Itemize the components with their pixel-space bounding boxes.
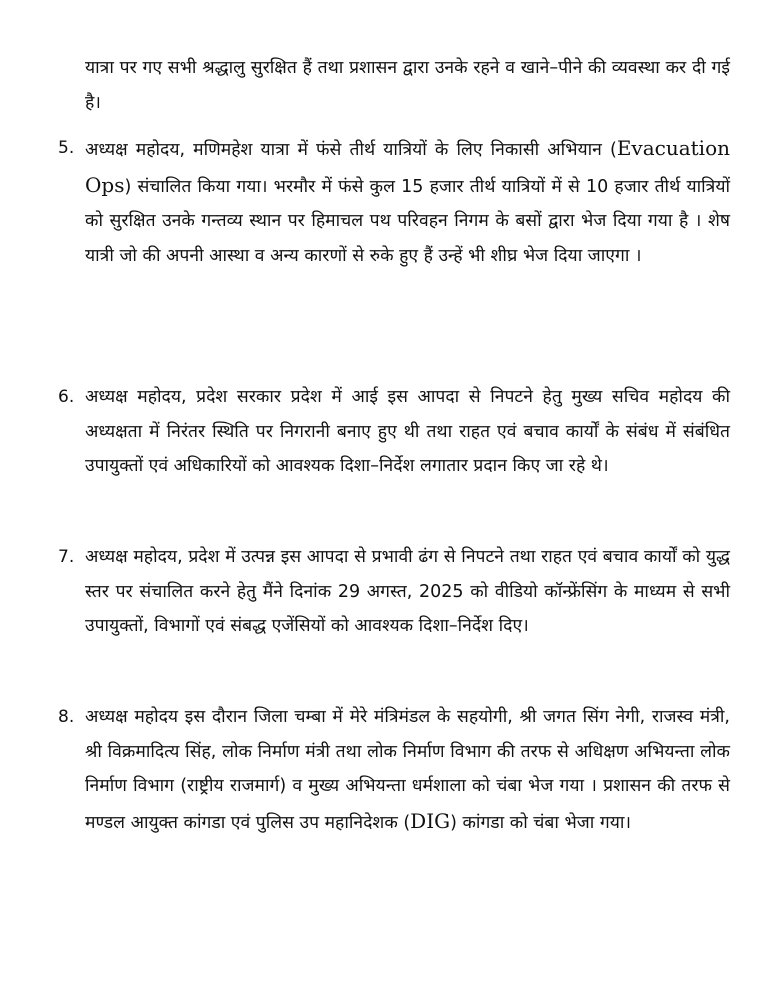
paragraph-5 xyxy=(40,131,730,273)
paragraph-8 xyxy=(40,700,730,840)
paragraph-text: अध्यक्ष महोदय, प्रदेश सरकार प्रदेश में आई इस आपदा से निपटने हेतु मुख्य सचिव महोदय की अध्यक्षता में निरंतर स्थिति पर निगरानी बनाए हुए थी तथा राहत एवं बचाव कार्यों के संबंध में संबंधित उपायुक्तों एवं अधिकारियों को आवश्यक दिशा–निर्देश लगातार प्रदान किए जा रहे थे। xyxy=(85,387,730,477)
paragraph-text-part: ) संचालित किया गया। भरमौर में फंसे कुल 15 हजार तीर्थ यात्रियों में से 10 हजार तीर्थ यात्रियों को सुरक्षित उनके गन्तव्य स्थान पर हिमाचल पथ परिवहन निगम के बसों द्वारा भेज दिया गया है । शेष यात्री जो की अपनी आस्था व अन्य कारणों से रुके हुए हैं उन्हें भी शीघ्र भेज दिया जाएगा । xyxy=(85,176,730,266)
paragraph-7 xyxy=(40,540,730,644)
paragraph-text xyxy=(85,700,730,840)
paragraph-number: 6. xyxy=(58,387,75,407)
paragraph-number: 8. xyxy=(58,707,75,727)
paragraph-continuation xyxy=(40,51,730,120)
paragraph-number: 7. xyxy=(58,547,75,567)
paragraph-number: 5. xyxy=(58,138,75,158)
paragraph-text xyxy=(85,131,730,273)
paragraph-text-part: अध्यक्ष महोदय इस दौरान जिला चम्बा में मेरे मंत्रिमंडल के सहयोगी, श्री जगत सिंग नेगी, राजस्व मंत्री, श्री विक्रमादित्य सिंह, लोक निर्माण मंत्री तथा लोक निर्माण विभाग की तरफ से अधिक्षण अभियन्ता लोक निर्माण विभाग (राष्ट्रीय राजमार्ग) व मुख्य अभियन्ता धर्मशाला को चंबा भेज गया । प्रशासन की तरफ से मण्डल आयुक्त कांगडा एवं पुलिस उप महानिदेशक ( xyxy=(85,707,730,833)
paragraph-text: अध्यक्ष महोदय, प्रदेश में उत्पन्न इस आपदा से प्रभावी ढंग से निपटने तथा राहत एवं बचाव कार्यों को युद्ध स्तर पर संचालित करने हेतु मैंने दिनांक 29 अगस्त, 2025 को वीडियो कॉन्फ्रेंसिंग के माध्यम से सभी उपायुक्तों, विभागों एवं संबद्ध एजेंसियों को आवश्यक दिशा–निर्देश दिए। xyxy=(85,547,730,637)
paragraph-text-part: ) कांगडा को चंबा भेजा गया। xyxy=(450,812,632,833)
paragraph-text-part: अध्यक्ष महोदय, मणिमहेश यात्रा में फंसे तीर्थ यात्रियों के लिए निकासी अभियान ( xyxy=(85,140,617,160)
paragraph-6 xyxy=(40,380,730,484)
latin-term: DIG xyxy=(410,808,451,833)
paragraph-text: यात्रा पर गए सभी श्रद्धालु सुरक्षित हैं तथा प्रशासन द्वारा उनके रहने व खाने–पीने की व्यवस्था कर दी गई है। xyxy=(85,58,730,113)
latin-term: Evacuation Ops xyxy=(85,136,730,197)
